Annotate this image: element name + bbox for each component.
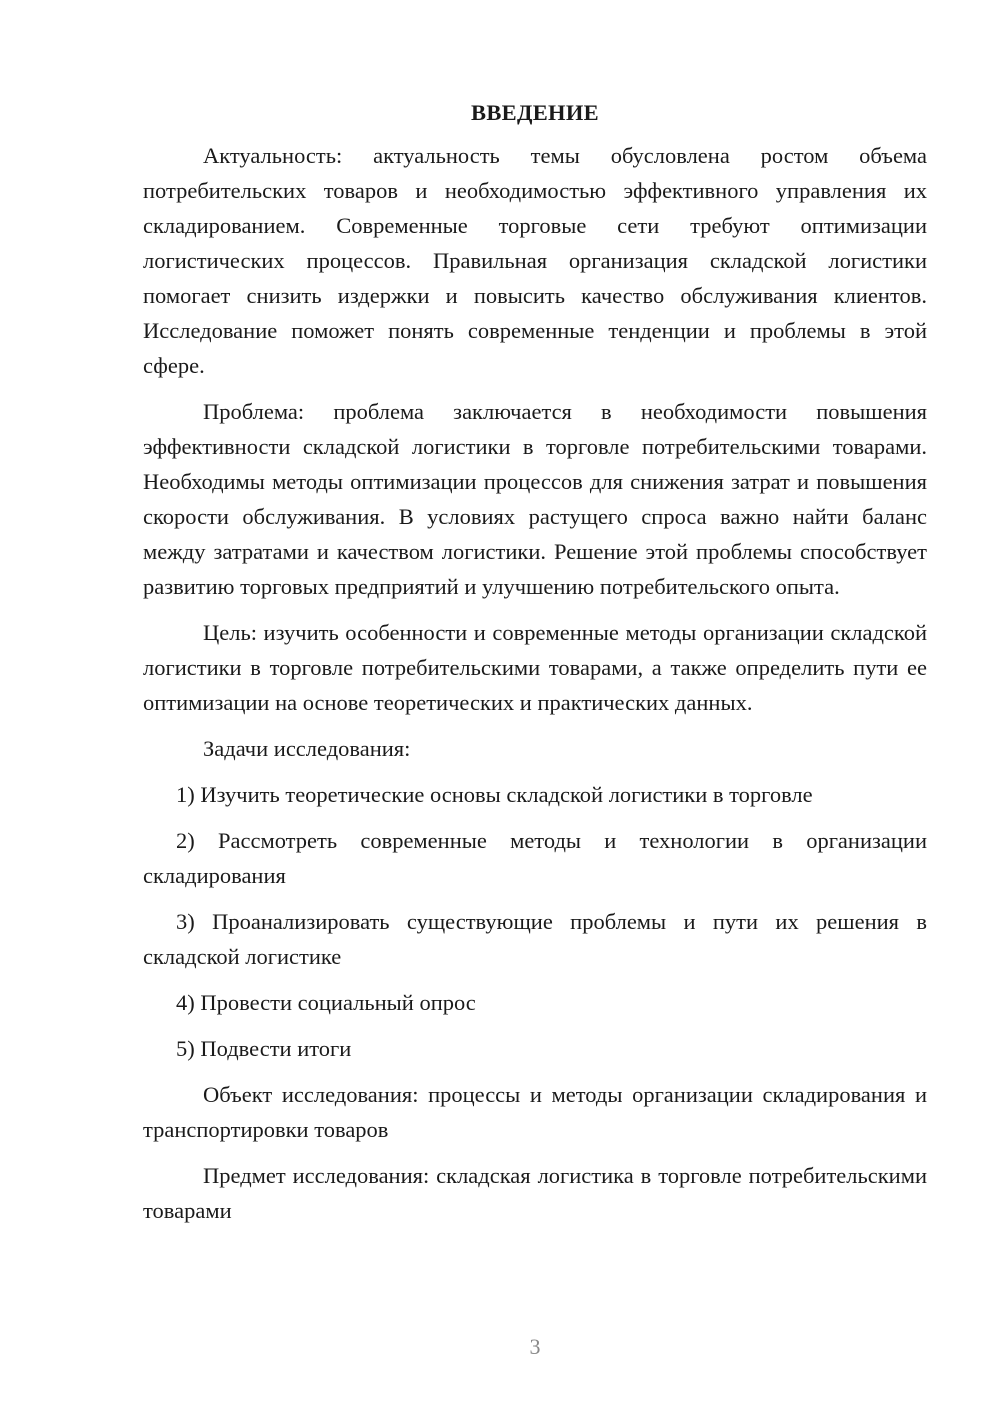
task-item-3: 3) Проанализировать существующие проблемы и пути их решения в складской логистике [143, 909, 927, 969]
research-subject-paragraph: Предмет исследования: складская логистика в торговле потребительскими товарами [143, 1163, 927, 1223]
problem-paragraph: Проблема: проблема заключается в необходимости повышения эффективности складской логистики в торговле потребительскими товарами. Необходимы методы оптимизации процессов для снижения затрат и повышения скорости обслуживания. В условиях растущего спроса важно найти баланс между затратами и качеством логистики. Решение этой проблемы способствует развитию торговых предприятий и улучшению потребительского опыта. [143, 399, 927, 599]
task-item-5: 5) Подвести итоги [176, 1036, 352, 1061]
tasks-heading: Задачи исследования: [203, 736, 411, 761]
document-page [143, 95, 927, 1239]
relevance-paragraph: Актуальность: актуальность темы обусловлена ростом объема потребительских товаров и необходимостью эффективного управления их складированием. Современные торговые сети требуют оптимизации логистических процессов. Правильная организация складской логистики помогает снизить издержки и повысить качество обслуживания клиентов. Исследование поможет понять современные тенденции и проблемы в этой сфере. [143, 143, 927, 378]
task-item-4: 4) Провести социальный опрос [176, 990, 476, 1015]
page-title: ВВЕДЕНИЕ [471, 100, 599, 125]
task-item-2: 2) Рассмотреть современные методы и технологии в организации складирования [143, 828, 927, 888]
goal-paragraph: Цель: изучить особенности и современные методы организации складской логистики в торговле потребительскими товарами, а также определить пути ее оптимизации на основе теоретических и практических данных. [143, 620, 927, 715]
page-number: 3 [529, 1334, 541, 1359]
research-object-paragraph: Объект исследования: процессы и методы организации складирования и транспортировки товаров [143, 1082, 927, 1142]
task-item-1: 1) Изучить теоретические основы складской логистики в торговле [176, 782, 813, 807]
